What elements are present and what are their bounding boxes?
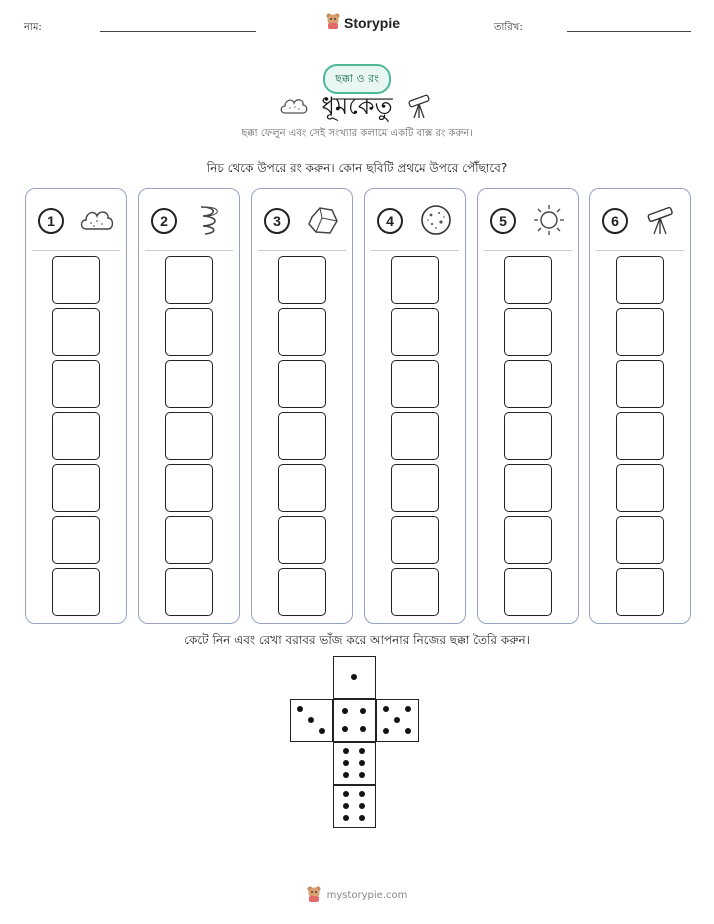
color-box[interactable] xyxy=(391,568,439,616)
page-title: ধূমকেতু xyxy=(321,92,393,120)
color-box[interactable] xyxy=(391,256,439,304)
dice-pip xyxy=(405,706,411,712)
dice-pip xyxy=(394,717,400,723)
color-box[interactable] xyxy=(52,464,100,512)
footer xyxy=(0,886,714,905)
column-divider xyxy=(371,250,459,251)
cut-instruction: কেটে নিন এবং রেখা বরাবর ভাঁজ করে আপনার নিজের ছক্কা তৈরি করুন। xyxy=(184,633,530,647)
dice-face-5 xyxy=(376,699,419,742)
color-box[interactable] xyxy=(278,360,326,408)
color-box[interactable] xyxy=(165,360,213,408)
dice-pip xyxy=(360,726,366,732)
footer-url: mystorypie.com xyxy=(326,890,408,901)
column-header xyxy=(365,189,465,251)
color-box[interactable] xyxy=(391,360,439,408)
column-header xyxy=(26,189,126,251)
color-box[interactable] xyxy=(504,308,552,356)
title-row xyxy=(260,88,454,128)
date-field-line[interactable] xyxy=(567,31,691,32)
color-box[interactable] xyxy=(504,412,552,460)
color-box[interactable] xyxy=(52,568,100,616)
color-box[interactable] xyxy=(616,412,664,460)
dice-pip xyxy=(359,748,365,754)
brand-name: Storypie xyxy=(344,14,401,31)
telescope-icon xyxy=(642,203,680,237)
dice-pip xyxy=(351,674,357,680)
dice-pip xyxy=(405,728,411,734)
column-number: 3 xyxy=(264,208,290,234)
column-3 xyxy=(251,188,353,624)
color-box[interactable] xyxy=(391,516,439,564)
color-box[interactable] xyxy=(52,256,100,304)
dice-pip xyxy=(383,728,389,734)
color-box[interactable] xyxy=(278,412,326,460)
dice-pip xyxy=(308,717,314,723)
column-1 xyxy=(25,188,127,624)
dice-face-1 xyxy=(333,656,376,699)
bear-icon xyxy=(326,13,340,32)
color-box[interactable] xyxy=(504,568,552,616)
ribbon-icon xyxy=(191,203,229,237)
dice-pip xyxy=(343,748,349,754)
date-label: তারিখ: xyxy=(494,22,523,33)
moon-icon xyxy=(417,203,455,237)
dice-pip xyxy=(342,708,348,714)
color-box[interactable] xyxy=(165,256,213,304)
dice-pip xyxy=(360,708,366,714)
column-header xyxy=(590,189,690,251)
instruction: নিচ থেকে উপরে রং করুন। কোন ছবিটি প্রথমে উপরে পৌঁছাবে? xyxy=(206,161,508,175)
color-box[interactable] xyxy=(52,516,100,564)
color-box[interactable] xyxy=(52,360,100,408)
column-number: 2 xyxy=(151,208,177,234)
color-box[interactable] xyxy=(616,308,664,356)
color-box[interactable] xyxy=(391,412,439,460)
color-box[interactable] xyxy=(616,464,664,512)
column-number: 1 xyxy=(38,208,64,234)
color-box[interactable] xyxy=(278,464,326,512)
color-box[interactable] xyxy=(391,464,439,512)
column-header xyxy=(478,189,578,251)
dice-pip xyxy=(359,791,365,797)
color-box[interactable] xyxy=(278,516,326,564)
dice-pip xyxy=(343,803,349,809)
column-divider xyxy=(145,250,233,251)
color-box[interactable] xyxy=(52,308,100,356)
color-box[interactable] xyxy=(165,568,213,616)
dice-pip xyxy=(319,728,325,734)
dice-pip xyxy=(359,772,365,778)
color-box[interactable] xyxy=(165,412,213,460)
telescope-icon xyxy=(405,92,435,124)
dice-pip xyxy=(383,706,389,712)
dice-pip xyxy=(343,791,349,797)
dice-face-4 xyxy=(333,699,376,742)
rock-icon xyxy=(304,203,342,237)
subtitle: ছক্কা ফেলুন এবং সেই সংখ্যার কলামে একটি বাক্স রং করুন। xyxy=(241,128,473,139)
color-box[interactable] xyxy=(165,308,213,356)
dice-pip xyxy=(359,803,365,809)
column-6 xyxy=(589,188,691,624)
column-2 xyxy=(138,188,240,624)
dice-face-6 xyxy=(333,742,376,785)
color-box[interactable] xyxy=(616,568,664,616)
sun-icon xyxy=(530,203,568,237)
color-box[interactable] xyxy=(278,256,326,304)
color-box[interactable] xyxy=(616,360,664,408)
dice-pip xyxy=(359,760,365,766)
column-4 xyxy=(364,188,466,624)
dice-pip xyxy=(343,815,349,821)
column-divider xyxy=(484,250,572,251)
dice-pip xyxy=(343,760,349,766)
column-divider xyxy=(32,250,120,251)
column-divider xyxy=(596,250,684,251)
dice-pip xyxy=(359,815,365,821)
cloud-icon xyxy=(78,203,116,237)
color-box[interactable] xyxy=(52,412,100,460)
color-box[interactable] xyxy=(165,516,213,564)
color-box[interactable] xyxy=(616,516,664,564)
category-badge: ছক্কা ও রং xyxy=(323,64,391,94)
name-label: নাম: xyxy=(24,22,42,33)
name-field-line[interactable] xyxy=(100,31,256,32)
color-box[interactable] xyxy=(391,308,439,356)
color-box[interactable] xyxy=(165,464,213,512)
dice-pip xyxy=(343,772,349,778)
column-number: 6 xyxy=(602,208,628,234)
dice-pip xyxy=(297,706,303,712)
brand-logo xyxy=(326,13,400,32)
column-number: 5 xyxy=(490,208,516,234)
bear-icon xyxy=(307,886,321,905)
color-box[interactable] xyxy=(504,256,552,304)
dice-face-3 xyxy=(290,699,333,742)
color-box[interactable] xyxy=(504,464,552,512)
column-header xyxy=(139,189,239,251)
dice-face-6 xyxy=(333,785,376,828)
color-box[interactable] xyxy=(616,256,664,304)
column-divider xyxy=(258,250,346,251)
column-header xyxy=(252,189,352,251)
color-box[interactable] xyxy=(504,360,552,408)
color-box[interactable] xyxy=(278,308,326,356)
cloud-icon xyxy=(279,95,309,121)
color-box[interactable] xyxy=(504,516,552,564)
column-number: 4 xyxy=(377,208,403,234)
color-box[interactable] xyxy=(278,568,326,616)
column-5 xyxy=(477,188,579,624)
dice-pip xyxy=(342,726,348,732)
